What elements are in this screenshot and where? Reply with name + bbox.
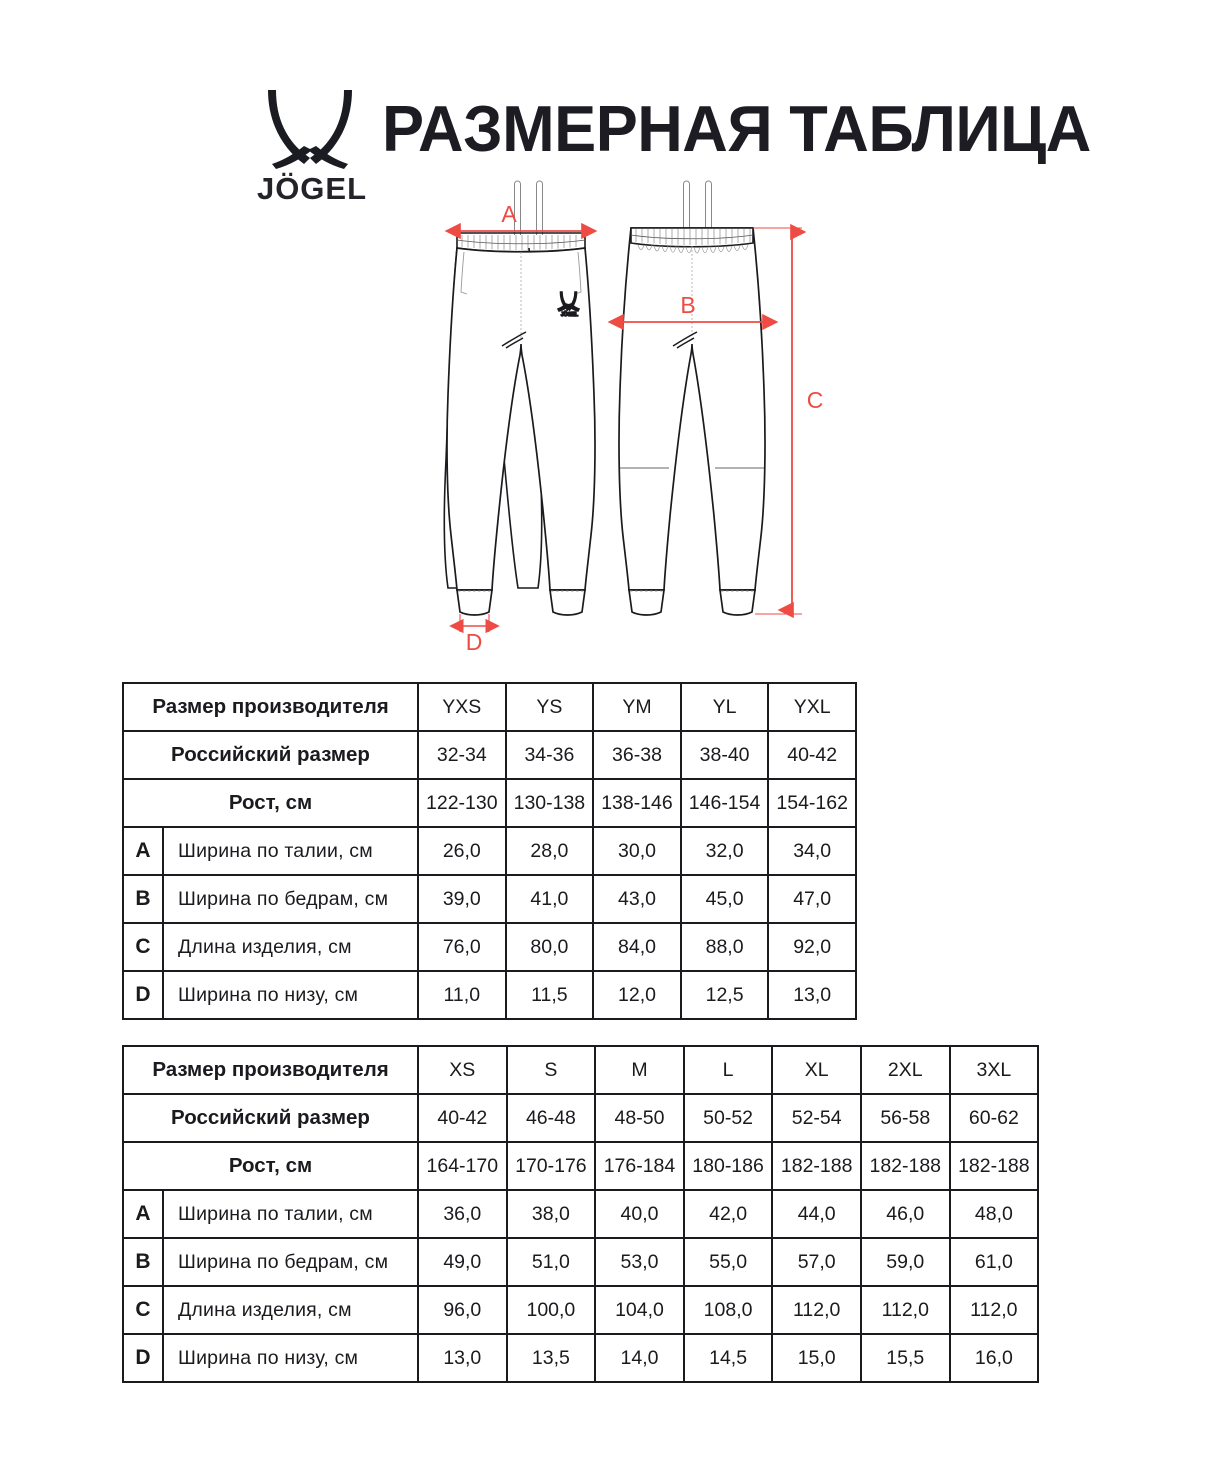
cell-measure: 88,0 — [681, 923, 769, 971]
table-row — [123, 1238, 1038, 1286]
cell-size: 176-184 — [595, 1142, 684, 1190]
row-header-label: Российский размер — [123, 1094, 418, 1142]
cell-measure: 44,0 — [772, 1190, 861, 1238]
cell-measure: 15,0 — [772, 1334, 861, 1382]
cell-measure: 38,0 — [507, 1190, 596, 1238]
cell-size: L — [684, 1046, 773, 1094]
cell-measure: 30,0 — [593, 827, 681, 875]
row-header-label: Размер производителя — [123, 683, 418, 731]
front-view-silhouette — [447, 248, 595, 590]
cell-measure: 14,5 — [684, 1334, 773, 1382]
row-label: Ширина по низу, см — [163, 1334, 418, 1382]
row-letter: D — [123, 971, 163, 1019]
cell-size: 130-138 — [506, 779, 594, 827]
dimension-label-b: B — [680, 292, 696, 318]
cell-size: YXS — [418, 683, 506, 731]
cell-measure: 14,0 — [595, 1334, 684, 1382]
cell-size: 164-170 — [418, 1142, 507, 1190]
cell-size: 52-54 — [772, 1094, 861, 1142]
table-row-manufacturer-size — [123, 683, 856, 731]
table-row-manufacturer-size — [123, 1046, 1038, 1094]
cell-measure: 13,0 — [418, 1334, 507, 1382]
cell-measure: 34,0 — [768, 827, 856, 875]
cell-measure: 76,0 — [418, 923, 506, 971]
dimension-label-c: C — [806, 387, 824, 413]
cell-size: XL — [772, 1046, 861, 1094]
cell-size: 56-58 — [861, 1094, 950, 1142]
cell-measure: 45,0 — [681, 875, 769, 923]
cell-measure: 12,0 — [593, 971, 681, 1019]
cell-size: 146-154 — [681, 779, 769, 827]
cell-measure: 16,0 — [950, 1334, 1039, 1382]
cell-size: 180-186 — [684, 1142, 773, 1190]
table-row-russian-size — [123, 731, 856, 779]
cell-measure: 112,0 — [772, 1286, 861, 1334]
cell-measure: 12,5 — [681, 971, 769, 1019]
cell-measure: 49,0 — [418, 1238, 507, 1286]
cell-measure: 104,0 — [595, 1286, 684, 1334]
row-label: Ширина по талии, см — [163, 1190, 418, 1238]
cell-size: 154-162 — [768, 779, 856, 827]
cell-size: 182-188 — [950, 1142, 1039, 1190]
row-letter: C — [123, 923, 163, 971]
cell-measure: 42,0 — [684, 1190, 773, 1238]
cell-size: 182-188 — [861, 1142, 950, 1190]
cell-measure: 100,0 — [507, 1286, 596, 1334]
row-letter: D — [123, 1334, 163, 1382]
cell-measure: 84,0 — [593, 923, 681, 971]
dimension-label-a: A — [501, 201, 517, 227]
row-label: Ширина по талии, см — [163, 827, 418, 875]
cell-size: 2XL — [861, 1046, 950, 1094]
table-row — [123, 1286, 1038, 1334]
table-row — [123, 923, 856, 971]
size-table-adult — [122, 1045, 1039, 1383]
cell-measure: 36,0 — [418, 1190, 507, 1238]
cell-size: 3XL — [950, 1046, 1039, 1094]
row-label: Длина изделия, см — [163, 1286, 418, 1334]
cell-measure: 11,0 — [418, 971, 506, 1019]
cell-size: S — [507, 1046, 596, 1094]
svg-text:JÖGEL: JÖGEL — [561, 312, 578, 318]
cell-measure: 51,0 — [507, 1238, 596, 1286]
front-view-cuffs — [457, 590, 585, 615]
cell-size: YXL — [768, 683, 856, 731]
cell-size: M — [595, 1046, 684, 1094]
jogel-wishbone-logo-icon — [260, 88, 360, 170]
cell-measure: 28,0 — [506, 827, 594, 875]
cell-measure: 15,5 — [861, 1334, 950, 1382]
cell-measure: 32,0 — [681, 827, 769, 875]
cell-size: 36-38 — [593, 731, 681, 779]
cell-size: 40-42 — [768, 731, 856, 779]
cell-measure: 59,0 — [861, 1238, 950, 1286]
table-row — [123, 827, 856, 875]
cell-measure: 96,0 — [418, 1286, 507, 1334]
cell-size: 48-50 — [595, 1094, 684, 1142]
page-title: РАЗМЕРНАЯ ТАБЛИЦА — [382, 92, 1091, 165]
brand-wordmark: JÖGEL — [256, 171, 368, 206]
cell-size: 50-52 — [684, 1094, 773, 1142]
cell-measure: 112,0 — [950, 1286, 1039, 1334]
row-header-label: Российский размер — [123, 731, 418, 779]
table-row — [123, 1334, 1038, 1382]
cell-measure: 39,0 — [418, 875, 506, 923]
row-label: Ширина по низу, см — [163, 971, 418, 1019]
cell-size: 32-34 — [418, 731, 506, 779]
cell-size: 182-188 — [772, 1142, 861, 1190]
table-row — [123, 875, 856, 923]
cell-measure: 80,0 — [506, 923, 594, 971]
cell-measure: 47,0 — [768, 875, 856, 923]
cell-size: 138-146 — [593, 779, 681, 827]
row-letter: A — [123, 1190, 163, 1238]
cell-measure: 41,0 — [506, 875, 594, 923]
row-letter: B — [123, 1238, 163, 1286]
table-row-russian-size — [123, 1094, 1038, 1142]
cell-measure: 61,0 — [950, 1238, 1039, 1286]
cell-measure: 108,0 — [684, 1286, 773, 1334]
table-row-height — [123, 779, 856, 827]
size-table-youth — [122, 682, 857, 1020]
dimension-label-d: D — [465, 629, 483, 655]
cell-measure: 26,0 — [418, 827, 506, 875]
cell-measure: 11,5 — [506, 971, 594, 1019]
cell-size: YM — [593, 683, 681, 731]
brand-logo — [252, 88, 372, 210]
back-view-pants — [684, 181, 712, 228]
cell-measure: 53,0 — [595, 1238, 684, 1286]
cell-size: 38-40 — [681, 731, 769, 779]
cell-size: 170-176 — [507, 1142, 596, 1190]
row-header-label: Рост, см — [123, 779, 418, 827]
table-row-height — [123, 1142, 1038, 1190]
cell-measure: 40,0 — [595, 1190, 684, 1238]
row-letter: B — [123, 875, 163, 923]
cell-size: YL — [681, 683, 769, 731]
cell-measure: 57,0 — [772, 1238, 861, 1286]
row-label: Длина изделия, см — [163, 923, 418, 971]
cell-measure: 92,0 — [768, 923, 856, 971]
cell-size: XS — [418, 1046, 507, 1094]
row-label: Ширина по бедрам, см — [163, 1238, 418, 1286]
row-letter: A — [123, 827, 163, 875]
cell-size: 122-130 — [418, 779, 506, 827]
row-label: Ширина по бедрам, см — [163, 875, 418, 923]
cell-size: 34-36 — [506, 731, 594, 779]
cell-measure: 55,0 — [684, 1238, 773, 1286]
row-header-label: Размер производителя — [123, 1046, 418, 1094]
table-row — [123, 971, 856, 1019]
row-letter: C — [123, 1286, 163, 1334]
cell-size: 60-62 — [950, 1094, 1039, 1142]
cell-size: 46-48 — [507, 1094, 596, 1142]
cell-measure: 13,0 — [768, 971, 856, 1019]
cell-size: YS — [506, 683, 594, 731]
cell-measure: 48,0 — [950, 1190, 1039, 1238]
cell-size: 40-42 — [418, 1094, 507, 1142]
cell-measure: 46,0 — [861, 1190, 950, 1238]
table-row — [123, 1190, 1038, 1238]
garment-technical-drawing — [430, 180, 830, 655]
cell-measure: 43,0 — [593, 875, 681, 923]
cell-measure: 13,5 — [507, 1334, 596, 1382]
cell-measure: 112,0 — [861, 1286, 950, 1334]
row-header-label: Рост, см — [123, 1142, 418, 1190]
